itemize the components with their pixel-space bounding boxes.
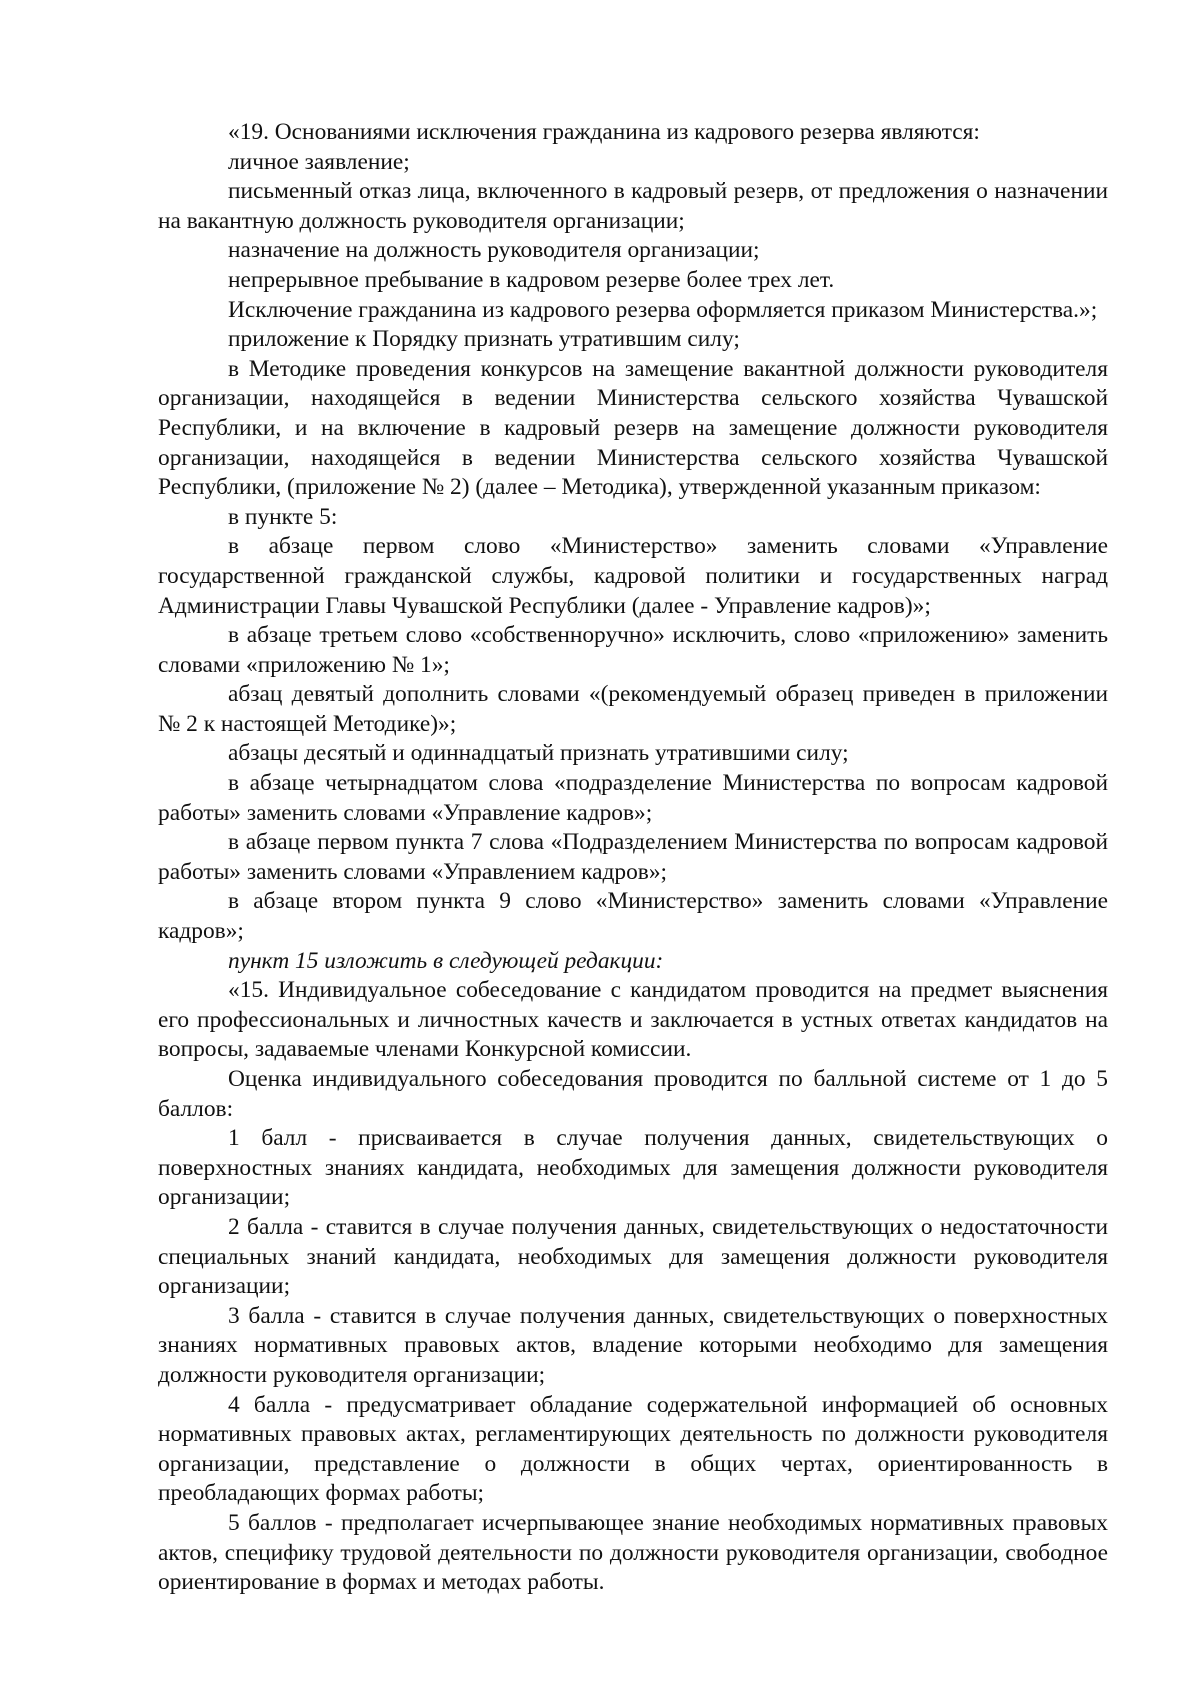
paragraph: непрерывное пребывание в кадровом резерве более трех лет.: [228, 266, 835, 293]
paragraph: в абзаце первом пункта 7 слова «Подразделением Министерства по вопросам кадровой работы» заменить словами «Управлением кадров»;: [158, 829, 1108, 885]
paragraph: «15. Индивидуальное собеседование с кандидатом проводится на предмет выяснения его профессиональных и личностных качеств и заключается в устных ответах кандидатов на вопросы, задаваемые членами Конкурсной комиссии.: [158, 977, 1108, 1063]
paragraph: Исключение гражданина из кадрового резерва оформляется приказом Министерства.»;: [228, 296, 1098, 323]
paragraph: 3 балла - ставится в случае получения данных, свидетельствующих о поверхностных знаниях нормативных правовых актов, владение которыми необходимо для замещения должности руководителя организации;: [158, 1302, 1108, 1388]
paragraph: письменный отказ лица, включенного в кадровый резерв, от предложения о назначении на вакантную должность руководителя организации;: [158, 178, 1108, 234]
paragraph: в абзаце первом слово «Министерство» заменить словами «Управление государственной гражданской службы, кадровой политики и государственных наград Администрации Главы Чувашской Республики (далее - Управление кадров)»;: [158, 533, 1108, 619]
paragraph: 2 балла - ставится в случае получения данных, свидетельствующих о недостаточности специальных знаний кандидата, необходимых для замещения должности руководителя организации;: [158, 1213, 1108, 1300]
paragraph: в абзаце четырнадцатом слова «подразделение Министерства по вопросам кадровой работы» заменить словами «Управление кадров»;: [158, 770, 1108, 826]
paragraph: в Методике проведения конкурсов на замещение вакантной должности руководителя организации, находящейся в ведении Министерства сельского хозяйства Чувашской Республики, и на включение в кадровый резерв на замещение должности руководителя организации, находящейся в ведении Министерства сельского хозяйства Чувашской Республики, (приложение № 2) (далее – Методика), утвержденной указанным приказом:: [158, 355, 1108, 501]
document-page: [158, 118, 1108, 1598]
paragraph: приложение к Порядку признать утратившим силу;: [228, 326, 740, 353]
paragraph: в абзаце третьем слово «собственноручно» исключить, слово «приложению» заменить словами «приложению № 1»;: [158, 622, 1108, 678]
paragraph: 4 балла - предусматривает обладание содержательной информацией об основных нормативных правовых актах, регламентирующих деятельность по должности руководителя организации, представление о должности в общих чертах, ориентированность в преобладающих формах работы;: [158, 1391, 1108, 1507]
paragraph: в пункте 5:: [228, 503, 338, 530]
paragraph: Оценка индивидуального собеседования проводится по балльной системе от 1 до 5 баллов:: [158, 1066, 1108, 1122]
paragraph: пункт 15 изложить в следующей редакции:: [228, 947, 664, 974]
paragraph: 5 баллов - предполагает исчерпывающее знание необходимых нормативных правовых актов, специфику трудовой деятельности по должности руководителя организации, свободное ориентирование в формах и методах работы.: [158, 1509, 1108, 1596]
paragraph: назначение на должность руководителя организации;: [228, 237, 760, 264]
paragraph: 1 балл - присваивается в случае получения данных, свидетельствующих о поверхностных знаниях кандидата, необходимых для замещения должности руководителя организации;: [158, 1125, 1108, 1211]
paragraph: в абзаце втором пункта 9 слово «Министерство» заменить словами «Управление кадров»;: [158, 888, 1108, 945]
paragraph: абзацы десятый и одиннадцатый признать утратившими силу;: [228, 740, 849, 767]
paragraph: абзац девятый дополнить словами «(рекомендуемый образец приведен в приложении № 2 к настоящей Методике)»;: [158, 681, 1108, 737]
paragraph: личное заявление;: [228, 148, 410, 175]
paragraph: «19. Основаниями исключения гражданина из кадрового резерва являются:: [228, 119, 980, 145]
